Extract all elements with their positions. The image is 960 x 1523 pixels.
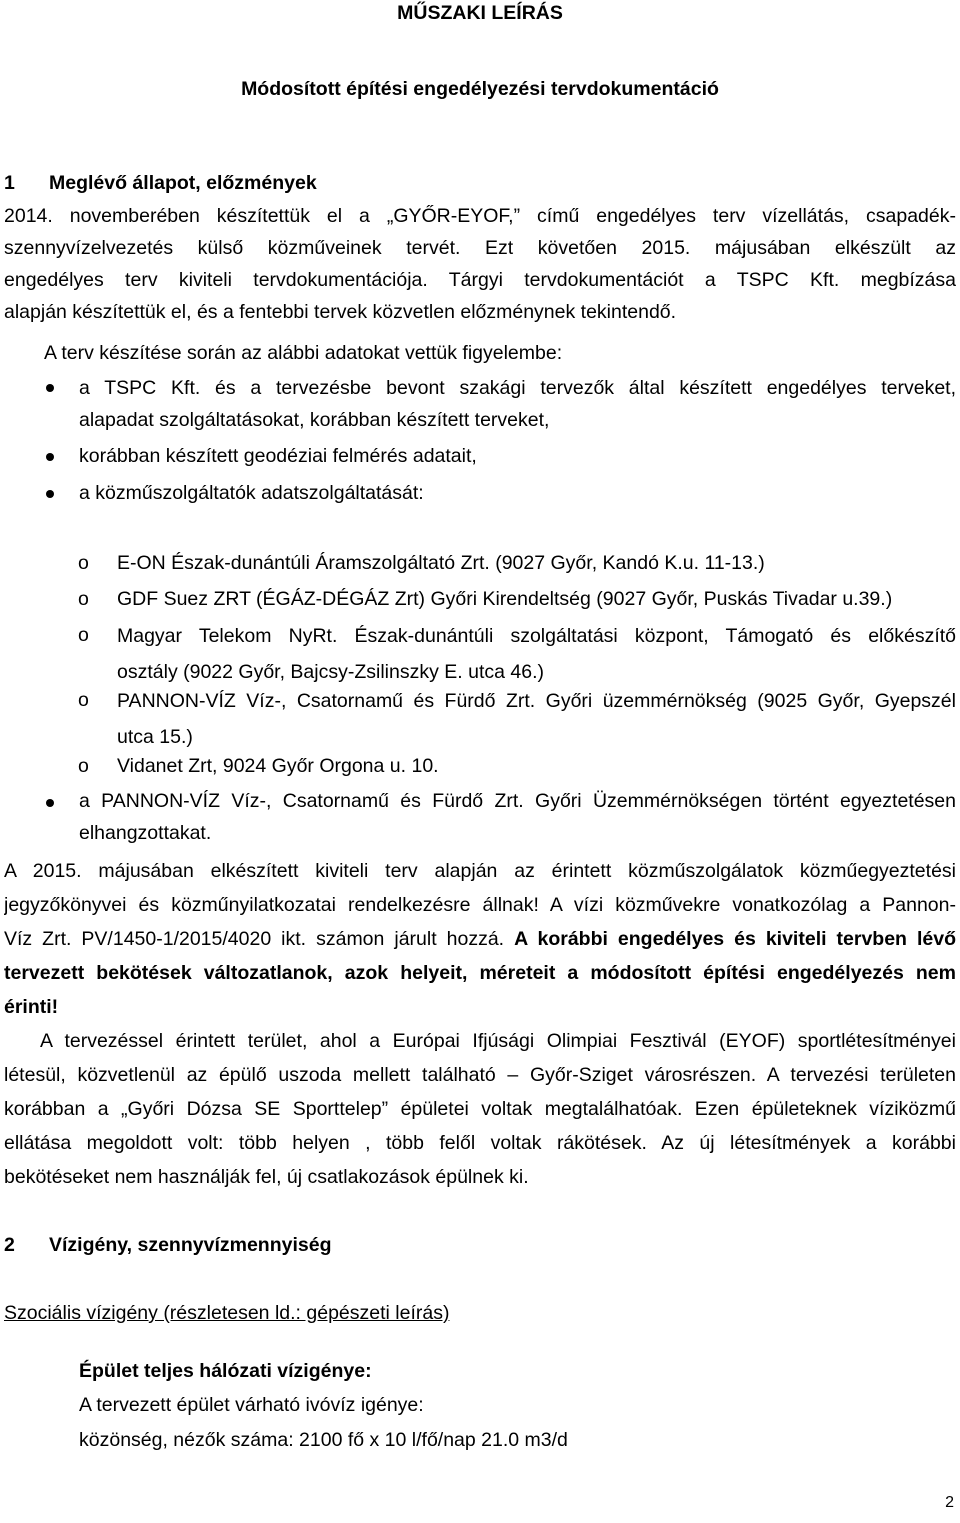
bullet-line: alapadat szolgáltatásokat, korábban készített terveket,: [79, 409, 550, 431]
bold-emphasis: A korábbi engedélyes és kiviteli tervben lévő: [514, 928, 956, 950]
paragraph-line: A 2015. májusában elkészített kiviteli terv alapján az érintett közműszolgálatok közműegyeztetési: [4, 860, 956, 882]
bullet-icon: [46, 490, 54, 498]
building-demand-heading: Épület teljes hálózati vízigénye:: [79, 1360, 372, 1382]
paragraph-area: [4, 1024, 956, 1194]
circle-bullet-icon: o: [78, 755, 89, 777]
bullet-line: elhangzottakat.: [79, 822, 212, 844]
paragraph-intro: [4, 200, 956, 328]
bullet-item: [79, 372, 956, 436]
paragraph-line: 2014. novemberében készítettük el a „GYŐR-EYOF,” című engedélyes terv vízellátás, csapadék-: [4, 205, 956, 227]
sub-item-line: PANNON-VÍZ Víz-, Csatornamű és Fürdő Zrt. Győri üzemmérnökség (9025 Győr, Gyepszél: [117, 690, 956, 712]
sub-item: [117, 683, 956, 755]
circle-bullet-icon: o: [78, 624, 89, 646]
paragraph-line: engedélyes terv kiviteli tervdokumentációja. Tárgyi tervdokumentációt a TSPC Kft. megbízása: [4, 269, 956, 291]
section-1-number: 1: [4, 172, 15, 194]
bullet-item: [79, 785, 956, 849]
paragraph-line: korábban a „Győri Dózsa SE Sporttelep” épületei voltak megtalálhatóak. Ezen épületeknek víziközmű: [4, 1098, 956, 1120]
bullet-icon: [46, 453, 54, 461]
section-1-heading: Meglévő állapot, előzmények: [49, 172, 317, 194]
sub-heading-social-water: Szociális vízigény (részletesen ld.: gépészeti leírás): [4, 1302, 450, 1324]
bold-emphasis: érinti!: [4, 996, 59, 1018]
sub-item-line: Magyar Telekom NyRt. Észak-dunántúli szolgáltatási központ, Támogató és előkészítő: [117, 625, 956, 647]
paragraph-line: bekötéseket nem használják fel, új csatlakozások épülnek ki.: [4, 1166, 529, 1188]
sub-item-line: utca 15.): [117, 726, 193, 748]
circle-bullet-icon: o: [78, 588, 89, 610]
section-2-heading: Vízigény, szennyvízmennyiség: [49, 1234, 332, 1256]
paragraph-line: szennyvízelvezetés külső közműveinek tervét. Ezt követően 2015. májusában elkészült az: [4, 237, 956, 259]
sub-item: Vidanet Zrt, 9024 Győr Orgona u. 10.: [117, 755, 439, 777]
paragraph-line: alapján készítettük el, és a fentebbi tervek közvetlen előzménynek tekintendő.: [4, 301, 677, 323]
paragraph-line: [4, 922, 956, 956]
bold-emphasis: tervezett bekötések változatlanok, azok helyeit, méreteit a módosított építési engedélyezés nem: [4, 962, 956, 984]
demand-line: közönség, nézők száma: 2100 fő x 10 l/fő/nap 21.0 m3/d: [79, 1429, 568, 1451]
sub-item-line: osztály (9022 Győr, Bajcsy-Zsilinszky E. utca 46.): [117, 661, 544, 683]
circle-bullet-icon: o: [78, 689, 89, 711]
bullet-item: a közműszolgáltatók adatszolgáltatását:: [79, 482, 424, 504]
section-2-number: 2: [4, 1234, 15, 1256]
bullet-icon: [46, 384, 54, 392]
paragraph-line: létesül, közvetlenül az épülő uszoda mellett található – Győr-Sziget városrészen. A tervezési területen: [4, 1064, 956, 1086]
paragraph-line: A tervezéssel érintett terület, ahol a Európai Ifjúsági Olimpiai Fesztivál (EYOF) sportlétesítményei: [40, 1030, 956, 1052]
paragraph-considerations: A terv készítése során az alábbi adatokat vettük figyelembe:: [44, 342, 563, 364]
demand-line: A tervezett épület várható ivóvíz igénye:: [79, 1394, 424, 1416]
bullet-icon: [46, 799, 54, 807]
sub-item: GDF Suez ZRT (ÉGÁZ-DÉGÁZ Zrt) Győri Kirendeltség (9027 Győr, Puskás Tivadar u.39.): [117, 588, 893, 610]
sub-item: [117, 618, 956, 690]
paragraph-line-text: Víz Zrt. PV/1450-1/2015/4020 ikt. számon járult hozzá.: [4, 928, 515, 950]
paragraph-line: ellátása megoldott volt: több helyen , több felől voltak rákötések. Az új létesítmények a korábbi: [4, 1132, 956, 1154]
document-subtitle: Módosított építési engedélyezési tervdokumentáció: [241, 78, 719, 100]
document-title: MŰSZAKI LEÍRÁS: [397, 2, 563, 24]
circle-bullet-icon: o: [78, 552, 89, 574]
bullet-line: a TSPC Kft. és a tervezésbe bevont szakági tervezők által készített engedélyes terveket,: [79, 377, 956, 399]
paragraph-line: jegyzőkönyvei és közműnyilatkozatai rendelkezésre állnak! A vízi közművekre vonatkozólag a Pannon-: [4, 894, 956, 916]
bullet-line: a PANNON-VÍZ Víz-, Csatornamű és Fürdő Zrt. Győri Üzemmérnökségen történt egyeztetésen: [79, 790, 956, 812]
page-number: 2: [945, 1494, 954, 1511]
sub-item: E-ON Észak-dunántúli Áramszolgáltató Zrt. (9027 Győr, Kandó K.u. 11-13.): [117, 552, 765, 574]
bullet-item: korábban készített geodéziai felmérés adatait,: [79, 445, 477, 467]
paragraph-utilities: [4, 854, 956, 1024]
